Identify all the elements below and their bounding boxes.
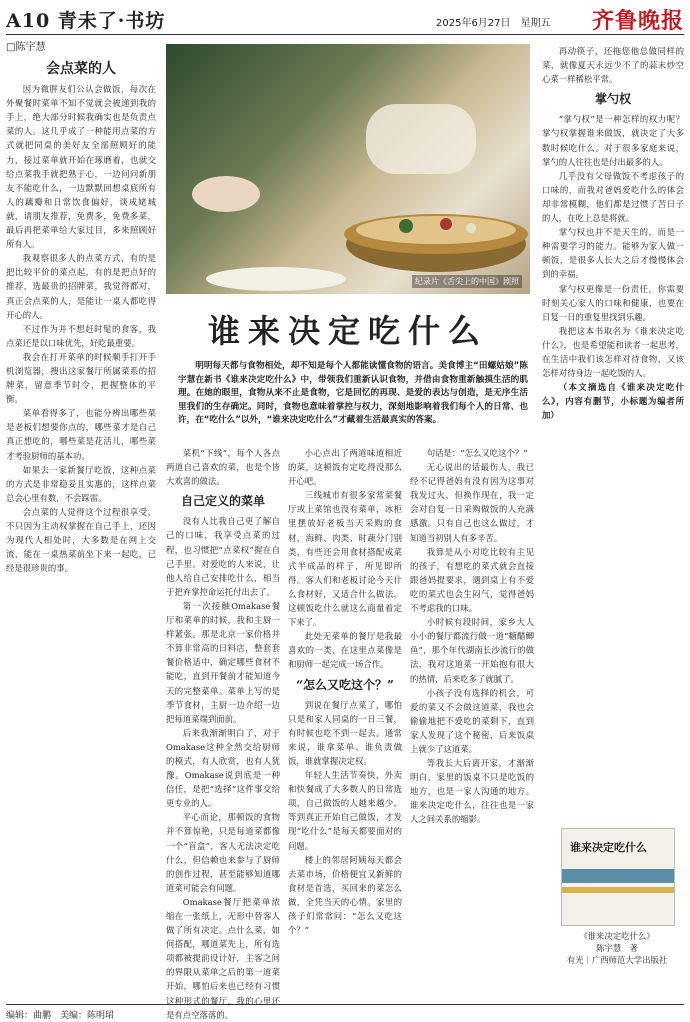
section-title: A10 青未了·书坊: [6, 10, 166, 32]
main-column-2: [288, 446, 402, 998]
main-column-3: [410, 446, 534, 998]
paragraph: 三线城市有很多家常菜餐厅或上菜馆也没有菜单，冰柜里摆放好老板当天采购的食材，海鲜、肉类、时蔬分门别类，有些还会用食材搭配成菜式半成品的样子，所见即所得。客人们和老板讨论今天什么食材好，又适合什么做法，这顿饭吃什么就这么商量着定下来了。: [288, 490, 402, 628]
lead-paragraph: 明明每天都与食物相处，却不知是每个人都能读懂食物的语言。美食博主“田螺姑娘”陈宇慧在新书《谁来决定吃什么》中，带领我们重新认识食物，并借由食物重新触摸生活的肌理。在她的眼里，食物从来不止是食物，它是回忆的再现、是爱的表达与创造，是无序生活里我们的生存确定。同时，食物也意味着掌控与权力，深刻地影响着我们每个人的日常、也许，在“吃什么”以外，“谁来决定吃什么”才藏着生活最真实的答案。: [178, 361, 528, 426]
paragraph: 再动筷子，还拖您他总做同样的菜，就像夏天永远少不了的蒜末炒空心菜一样稀松平常。: [542, 46, 684, 85]
photo-caption: 纪录片《舌尖上的中国》剧照: [412, 275, 522, 288]
book-publisher: 有光｜广西师范大学出版社: [566, 955, 668, 965]
paragraph: 年轻人生活节奏快，外卖和快餐成了大多数人的日常选项，自己做饭的人越来越少。等到真正开始自己做饭，才发现“吃什么”是每天都要面对的问题。: [288, 770, 402, 851]
left-column: [6, 56, 156, 998]
section-heading: 自己定义的菜单: [180, 494, 265, 509]
section-heading: 掌勺权: [594, 92, 631, 107]
paragraph: 掌勺权更像是一份责任，你需要时刻关心家人的口味和健康，也要在日复一日的重复里找到乐趣。: [542, 283, 684, 322]
paragraph: Omakase餐厅把菜单浓缩在一张纸上，无形中替客人做了所有决定。点什么菜，如何搭配，哪道菜先上，所有选项都被提前设计好，主客之间的界限从菜单之后的第一道菜开始，哪怕后来也已经有习惯这种形式的餐厅，我的心里还是有点空落落的。: [166, 896, 280, 1020]
left-byline: □陈宇慧: [6, 42, 46, 53]
paragraph: 此处无菜单的餐厅是我最喜欢的一类，在这里点菜像是和厨师一起完成一场合作。: [288, 631, 402, 670]
paragraph: 我观察很多人的点菜方式，有的是把比较平价的菜点起，有的是把点好的推荐，选最贵的招牌菜，我觉得都对，真正会点菜的人，是能让一桌人都吃得开心的人。: [6, 253, 156, 320]
paragraph: 小时候有段时间，家乡大人小小的餐厅都流行做一道“糖醋鲫鱼”，那个年代湖南长沙流行的做法，我对这道菜一开始抱有很大的热情，后来吃多了就腻了。: [410, 617, 534, 684]
paragraph: 掌勺权也并不是天生的，而是一种需要学习的能力。能够为家人做一顿饭，是很多人长大之后才慢慢体会到的幸福。: [542, 227, 684, 280]
cover-stripe: [562, 869, 674, 883]
newspaper-logo: 齐鲁晚报: [591, 8, 684, 34]
book-cover-title: 谁来决定吃什么: [570, 841, 647, 854]
paragraph: 不过作为并不想赶时髦的食客，我点菜还是以口味优先，好吃最重要。: [6, 323, 156, 348]
paragraph: 我算是从小对吃比较有主见的孩子，有想吃的菜式就会直接跟爸妈提要求，遇到桌上有不爱吃的菜式也会生闷气，觉得爸妈不考虑我的口味。: [410, 546, 534, 614]
paragraph: 因为微胖友们公认会做饭，每次在外聚餐时菜单不知不觉就会被递到我的手上，绝大部分时候我确实也是负责点菜的人。这几乎成了一种能用点菜的方式就把同桌的美好友全部照顾好的能力，接过菜单就开始在琢磨着，也就交给点菜我手就把熟于心，一边问问新朋友不能吃什么，一边默默回想桌底所有人的藕瓣和日常饮食偏好，谈成姥城就，请朋友推荐，免费多，免费多菜，最后再把菜单给大家过目，多来照顾好所有人。: [6, 84, 156, 250]
paragraph: “掌勺权”是一种怎样的权力呢？掌勺权掌握谁来做饭，就决定了大多数时候吃什么。对于很多家庭来说，掌勺的人往往也是付出最多的人。: [542, 114, 684, 167]
photo-illustration: [166, 44, 530, 294]
paragraph: 句话是：“怎么又吃这个？”: [426, 448, 528, 458]
paragraph: 小孩子没有选择的机会，可爱的菜又不会做这道菜，我也会偷偷地把不爱吃的菜剩下，直到家人发现了这个秘密，后来饭桌上就少了这道菜。: [410, 687, 534, 754]
paragraph: 没有人比我自己更了解自己的口味，我享受点菜的过程，也习惯把“点菜权”握在自己手里。对爱吃的人来说，让他人给自己安排吃什么，相当于把弃掌控命运托付出去了。: [166, 516, 280, 597]
page-footer: 编辑：曲鹏 美编：陈明珺: [6, 1004, 684, 1021]
paragraph: 小心点出了两道味道相近的菜，这顿饭有定吃得没那么开心吧。: [288, 448, 402, 487]
paragraph: 第一次接触Omakase餐厅和菜单的时候，我和主厨一样紧张。那是北京一家价格并不算非常高的日料店，整套套餐价格适中，确定哪些食材不能吃，直到开餐前才能知道今天的完整菜单。菜单上写的是季节食材，主厨一边介绍一边把每道菜端到面前。: [166, 600, 280, 724]
book-title: 《谁来决定吃什么》: [579, 931, 655, 941]
paragraph: 我会在打开菜单的时候顺手打开手机浏览器，搜出这家餐厅所属菜系的招牌菜，留意季节时令，把握整体的平衡。: [6, 351, 156, 405]
paragraph: 我把这本书取名为《谁来决定吃什么》，也是希望能和读者一起思考，在生活中我们该怎样对待食物，又该怎样对待身边一起吃饭的人。: [542, 325, 684, 379]
paragraph: 如果去一家新餐厅吃饭，这种点菜的方式是非常稳妥且实惠的，这样点菜总会心里有数，不会踩雷。: [6, 464, 156, 503]
article-photo: [166, 44, 530, 294]
paragraph: 平心而论，那顿饭的食物并不算惊艳，只是每道菜都像一个“盲盒”，客人无法决定吃什么，但信赖也来参与了厨师的创作过程，甚至能够知道哪道菜可能会有问题。: [166, 812, 280, 893]
book-promo: [553, 824, 681, 974]
cover-stripe: [562, 887, 674, 893]
right-column: [542, 44, 684, 820]
paragraph: 到说在餐厅点菜了，哪怕只是和家人同桌的一日三餐，有时候也吃不到一起去。通常来说，谁拿菜单、谁负责做饭，谁就掌握决定权。: [288, 699, 402, 766]
main-headline: 谁来决定吃什么: [207, 312, 488, 350]
paragraph: 等我长大后离开家，才渐渐明白，家里的饭桌不只是吃饭的地方，也是一家人沟通的地方。谁来决定吃什么，往往也是一家人之间关系的缩影。: [410, 758, 534, 825]
left-article-title: 会点菜的人: [46, 61, 116, 77]
page-header: [6, 4, 684, 35]
book-author: 陈宇慧 著: [596, 943, 638, 953]
paragraph: 菜单看得多了，也能分辨出哪些菜是老板们想要你点的，哪些菜才是自己真正想吃的，哪些菜是花活儿，哪些菜才考验厨师的基本功。: [6, 408, 156, 461]
paragraph: 会点菜的人觉得这个过程很享受，不只因为主动权掌握在自己手上，还因为现代人相处时，大多数是在网上交流，能在一桌热菜前坐下来一起吃，已经是很珍贵的事。: [6, 506, 156, 574]
main-column-1: [166, 446, 280, 1020]
book-info: [553, 930, 681, 966]
book-cover: [561, 828, 675, 926]
paragraph: 后来我渐渐明白了，对于Omakase这种全然交给厨师的模式，有人欣赏，也有人犹豫。Omakase说到底是一种信任，是把“选择”这件事交给更专业的人。: [166, 727, 280, 809]
editor-note: （本文摘选自《谁来决定吃什么》，内容有删节，小标题为编者所加）: [542, 382, 684, 421]
section-heading: “怎么又吃这个？”: [296, 677, 394, 692]
paragraph: 无心说出的话最伤人，我已经不记得爸妈有没有因为这事对我发过火，但换作现在，我一定会对自复一日采购做饭的人充满感激。只有自己也这么做过，才知道当初别人有多辛苦。: [410, 462, 534, 543]
paragraph: 菜机“下线”，每个人各点两道自己喜欢的菜，也是个皆大欢喜的做法。: [166, 448, 280, 487]
issue-date: 2025年6月27日 星期五: [436, 18, 551, 29]
paragraph: 几乎没有父母做饭不考虑孩子的口味的，而我对爸妈爱吃什么的体会却非常模糊，他们都是过惯了苦日子的人，在吃上总是将就。: [542, 170, 684, 224]
paragraph: 楼上的邻居阿姨每天都会去菜市场，价格便宜又新鲜的食材是首选，买回来的菜怎么做，全凭当天的心情。家里的孩子们常常问：“怎么又吃这个？”: [288, 854, 402, 936]
